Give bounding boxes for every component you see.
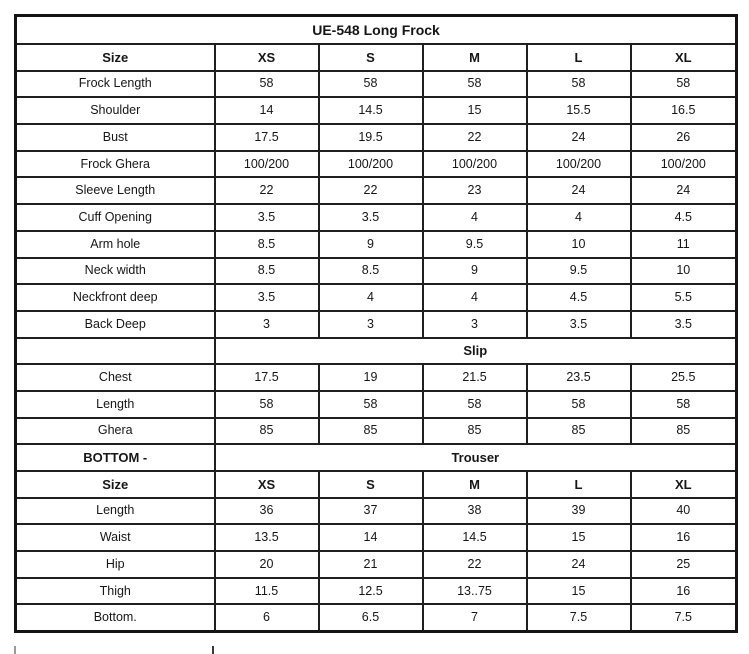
cell-value: 7.5 [631, 604, 737, 631]
table-row [16, 578, 737, 605]
cell-value: 10 [631, 258, 737, 285]
section-row [16, 444, 737, 471]
cell-value: 21 [319, 551, 423, 578]
cell-value: 3 [319, 311, 423, 338]
row-label: Bust [16, 124, 215, 151]
cell-value: 9 [319, 231, 423, 258]
cell-value: 58 [423, 71, 527, 98]
row-label: Thigh [16, 578, 215, 605]
cell-value: 37 [319, 498, 423, 525]
cell-value: 58 [215, 71, 319, 98]
cell-value: 38 [423, 498, 527, 525]
cell-value: 22 [423, 551, 527, 578]
cell-value: 7.5 [527, 604, 631, 631]
cell-value: 58 [527, 71, 631, 98]
cell-value: 11.5 [215, 578, 319, 605]
table-row [16, 604, 737, 631]
cell-value: 100/200 [319, 151, 423, 178]
size-column-header: S [319, 44, 423, 71]
cell-value: 100/200 [423, 151, 527, 178]
row-label: Bottom. [16, 604, 215, 631]
table-row [16, 177, 737, 204]
cell-value: 58 [319, 71, 423, 98]
cell-value: 3.5 [631, 311, 737, 338]
cell-value: 85 [527, 418, 631, 445]
cell-value: 8.5 [215, 231, 319, 258]
cell-value: 24 [527, 551, 631, 578]
cell-value: 19.5 [319, 124, 423, 151]
cell-value: 23.5 [527, 364, 631, 391]
cell-value: 8.5 [319, 258, 423, 285]
table-row [16, 44, 737, 71]
row-label: Arm hole [16, 231, 215, 258]
row-label: Chest [16, 364, 215, 391]
section-span-label: Slip [215, 338, 737, 365]
cell-value: 17.5 [215, 124, 319, 151]
cell-value: 3.5 [215, 284, 319, 311]
size-column-header: XL [631, 44, 737, 71]
section-label: BOTTOM - [16, 444, 215, 471]
row-label: Neck width [16, 258, 215, 285]
cell-value: 22 [423, 124, 527, 151]
cell-value: 12.5 [319, 578, 423, 605]
cell-value: 21.5 [423, 364, 527, 391]
table-row [16, 284, 737, 311]
cell-value: 4.5 [527, 284, 631, 311]
column-header-label: Size [16, 471, 215, 498]
cell-value: 15 [527, 524, 631, 551]
table-title-row [16, 16, 737, 45]
row-label: Hip [16, 551, 215, 578]
size-column-header: XS [215, 471, 319, 498]
section-span-label: Trouser [215, 444, 737, 471]
table-row [16, 364, 737, 391]
cell-value: 3.5 [215, 204, 319, 231]
cell-value: 5.5 [631, 284, 737, 311]
row-label: Frock Length [16, 71, 215, 98]
cell-value: 15 [527, 578, 631, 605]
cell-value: 9 [423, 258, 527, 285]
column-header-label: Size [16, 44, 215, 71]
row-label: Waist [16, 524, 215, 551]
cell-value: 23 [423, 177, 527, 204]
table-row [16, 231, 737, 258]
row-label: Neckfront deep [16, 284, 215, 311]
table-row [16, 524, 737, 551]
cell-value: 58 [527, 391, 631, 418]
row-label: Cuff Opening [16, 204, 215, 231]
cell-value: 15.5 [527, 97, 631, 124]
cell-value: 4 [423, 284, 527, 311]
cell-value: 24 [527, 177, 631, 204]
cell-value: 100/200 [631, 151, 737, 178]
cell-value: 14 [319, 524, 423, 551]
table-row [16, 551, 737, 578]
cell-value: 4 [527, 204, 631, 231]
cell-value: 58 [631, 71, 737, 98]
size-column-header: M [423, 471, 527, 498]
row-label: Frock Ghera [16, 151, 215, 178]
cell-value: 4.5 [631, 204, 737, 231]
section-label [16, 338, 215, 365]
cell-value: 19 [319, 364, 423, 391]
size-column-header: L [527, 44, 631, 71]
cell-value: 14.5 [319, 97, 423, 124]
cell-value: 58 [215, 391, 319, 418]
cell-value: 58 [423, 391, 527, 418]
cell-value: 3 [423, 311, 527, 338]
cell-value: 22 [215, 177, 319, 204]
cell-value: 3.5 [527, 311, 631, 338]
cell-value: 16 [631, 524, 737, 551]
cell-value: 100/200 [215, 151, 319, 178]
size-column-header: M [423, 44, 527, 71]
cell-value: 3.5 [319, 204, 423, 231]
cell-value: 9.5 [423, 231, 527, 258]
cell-value: 85 [215, 418, 319, 445]
cell-value: 85 [423, 418, 527, 445]
cell-value: 13.5 [215, 524, 319, 551]
cell-value: 26 [631, 124, 737, 151]
cell-value: 15 [423, 97, 527, 124]
cutoff-row-left-border-stub [14, 646, 16, 654]
cell-value: 10 [527, 231, 631, 258]
row-label: Length [16, 391, 215, 418]
table-row [16, 124, 737, 151]
cell-value: 7 [423, 604, 527, 631]
table-title: UE-548 Long Frock [16, 16, 737, 45]
size-column-header: L [527, 471, 631, 498]
cell-value: 3 [215, 311, 319, 338]
cutoff-row-column-divider-stub [212, 646, 214, 654]
size-column-header: XS [215, 44, 319, 71]
size-chart-table [14, 14, 738, 633]
cell-value: 24 [527, 124, 631, 151]
cell-value: 22 [319, 177, 423, 204]
table-row [16, 418, 737, 445]
cell-value: 16 [631, 578, 737, 605]
table-row [16, 258, 737, 285]
cell-value: 4 [423, 204, 527, 231]
cell-value: 14.5 [423, 524, 527, 551]
cell-value: 20 [215, 551, 319, 578]
row-label: Ghera [16, 418, 215, 445]
cell-value: 6 [215, 604, 319, 631]
table-row [16, 311, 737, 338]
table-row [16, 204, 737, 231]
cell-value: 100/200 [527, 151, 631, 178]
cell-value: 11 [631, 231, 737, 258]
cell-value: 24 [631, 177, 737, 204]
cell-value: 39 [527, 498, 631, 525]
cell-value: 85 [319, 418, 423, 445]
cell-value: 8.5 [215, 258, 319, 285]
size-column-header: XL [631, 471, 737, 498]
table-row [16, 471, 737, 498]
section-row [16, 338, 737, 365]
cell-value: 58 [319, 391, 423, 418]
cell-value: 58 [631, 391, 737, 418]
row-label: Back Deep [16, 311, 215, 338]
table-row [16, 498, 737, 525]
cell-value: 25.5 [631, 364, 737, 391]
table-row [16, 97, 737, 124]
cell-value: 16.5 [631, 97, 737, 124]
cell-value: 9.5 [527, 258, 631, 285]
cell-value: 40 [631, 498, 737, 525]
row-label: Shoulder [16, 97, 215, 124]
row-label: Length [16, 498, 215, 525]
size-column-header: S [319, 471, 423, 498]
cell-value: 36 [215, 498, 319, 525]
cell-value: 13..75 [423, 578, 527, 605]
cell-value: 85 [631, 418, 737, 445]
table-row [16, 151, 737, 178]
cell-value: 6.5 [319, 604, 423, 631]
cell-value: 17.5 [215, 364, 319, 391]
row-label: Sleeve Length [16, 177, 215, 204]
cell-value: 14 [215, 97, 319, 124]
table-row [16, 391, 737, 418]
cell-value: 25 [631, 551, 737, 578]
cell-value: 4 [319, 284, 423, 311]
table-row [16, 71, 737, 98]
